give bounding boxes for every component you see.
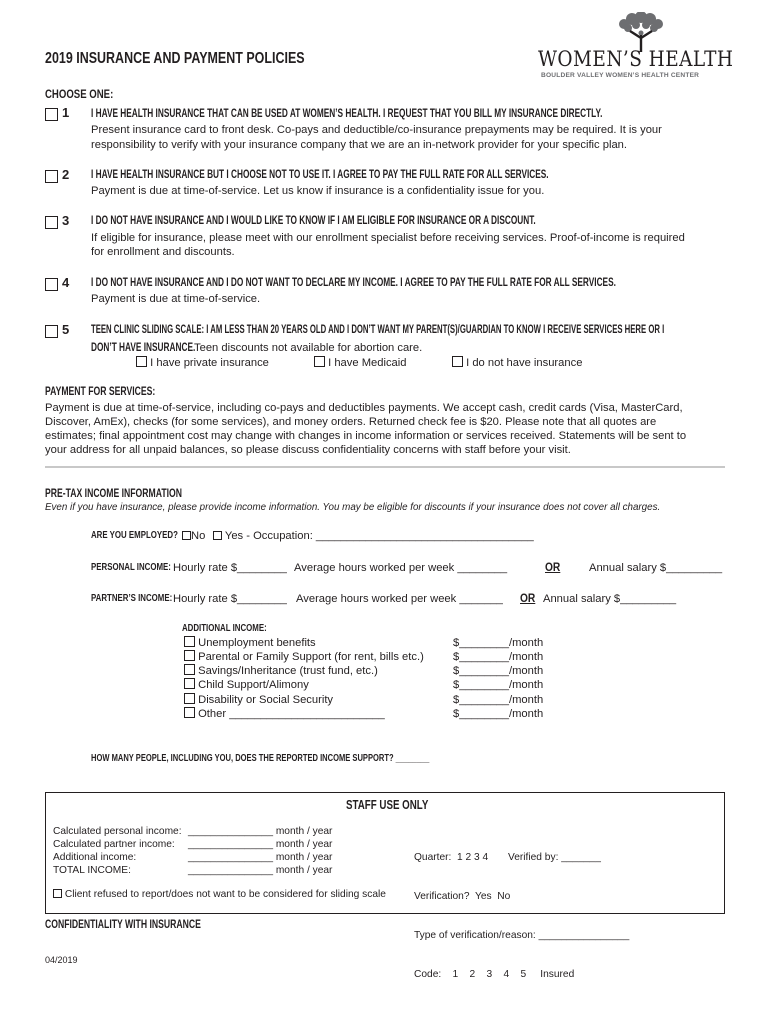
additional-amount: $________/month — [453, 665, 544, 677]
personal-income-label: PERSONAL INCOME: — [91, 561, 171, 573]
personal-hourly: Hourly rate $________ — [173, 562, 287, 574]
option-5-text-1: Teen discounts not available for abortion care. — [194, 342, 423, 354]
partner-avg-hours: Average hours worked per week _______ — [296, 593, 503, 605]
additional-label: Other _________________________ — [198, 708, 385, 720]
no-insurance-checkbox[interactable] — [452, 356, 463, 367]
staff-field: _______________ month / year — [188, 852, 333, 863]
additional-label: Unemployment benefits — [198, 637, 316, 649]
additional-amount: $________/month — [453, 651, 544, 663]
personal-or: OR — [545, 560, 561, 574]
logo-wordmark: WOMEN’S HEALTH — [538, 47, 734, 71]
refused-label: Client refused to report/does not want to be considered for sliding scale — [64, 889, 386, 900]
additional-label: Disability or Social Security — [198, 694, 334, 706]
additional-row — [184, 664, 378, 679]
employed-question: ARE YOU EMPLOYED? — [91, 529, 178, 541]
medicaid-checkbox[interactable] — [314, 356, 325, 367]
partner-or: OR — [520, 591, 536, 605]
option-1-checkbox[interactable] — [45, 108, 58, 121]
page-title: 2019 INSURANCE AND PAYMENT POLICIES — [45, 50, 305, 67]
personal-avg-hours: Average hours worked per week ________ — [294, 562, 508, 574]
partner-hourly: Hourly rate $________ — [173, 593, 287, 605]
staff-field: _______________ month / year — [188, 865, 333, 876]
logo-subtitle: BOULDER VALLEY WOMEN’S HEALTH CENTER — [541, 72, 700, 79]
private-insurance-checkbox[interactable] — [136, 356, 147, 367]
private-insurance-label: I have private insurance — [150, 357, 269, 369]
employed-no — [182, 529, 205, 544]
employed-yes-label: Yes - Occupation: ___________________________________ — [224, 530, 534, 542]
additional-checkbox[interactable] — [184, 693, 195, 704]
option-4-text-1: Payment is due at time-of-service. — [91, 293, 261, 305]
staff-use-title: STAFF USE ONLY — [346, 797, 429, 812]
additional-row — [184, 636, 316, 651]
additional-checkbox[interactable] — [184, 664, 195, 675]
employed-yes — [213, 529, 534, 544]
employed-no-checkbox[interactable] — [182, 531, 191, 540]
staff-code: Code: 1 2 3 4 5 Insured — [414, 969, 575, 980]
no-insurance-label: I do not have insurance — [466, 357, 583, 369]
additional-row — [184, 693, 333, 708]
option-1-number: 1 — [62, 105, 70, 120]
employed-no-label: No — [191, 530, 206, 542]
section-divider — [45, 466, 725, 468]
staff-field: _______________ month / year — [188, 839, 333, 850]
option-5-sub-private — [136, 356, 269, 371]
payment-line-2: Discover, AmEx), checks (for some services), and money orders. Returned check fee is $20. Please note that all quotes are — [45, 416, 657, 428]
option-5-heading-2: DON’T HAVE INSURANCE. — [91, 340, 196, 354]
option-3-checkbox[interactable] — [45, 216, 58, 229]
staff-left-fields — [188, 825, 332, 877]
option-2-checkbox[interactable] — [45, 170, 58, 183]
additional-amount: $________/month — [453, 694, 544, 706]
staff-verification-type: Type of verification/reason: ________________ — [414, 930, 630, 941]
additional-label: Child Support/Alimony — [198, 679, 309, 691]
option-5-checkbox[interactable] — [45, 325, 58, 338]
additional-amount: $________/month — [453, 708, 544, 720]
refused-checkbox[interactable] — [53, 889, 62, 898]
staff-refused — [53, 889, 386, 900]
staff-label: TOTAL INCOME: — [53, 865, 131, 876]
option-2-heading: I HAVE HEALTH INSURANCE BUT I CHOOSE NOT TO USE IT. I AGREE TO PAY THE FULL RATE FOR ALL SERVICES. — [91, 167, 549, 181]
option-3-heading: I DO NOT HAVE INSURANCE AND I WOULD LIKE TO KNOW IF I AM ELIGIBLE FOR INSURANCE OR A DISCOUNT. — [91, 213, 536, 227]
option-2-number: 2 — [62, 167, 70, 182]
payment-line-4: your address for all unpaid balances, so please discuss confidentiality concerns with staff before your visit. — [45, 444, 571, 456]
income-note: Even if you have insurance, please provide income information. You may be eligible for discounts if your insurance does not cover all charges. — [45, 502, 661, 513]
people-supported-question: HOW MANY PEOPLE, INCLUDING YOU, DOES THE REPORTED INCOME SUPPORT? ________ — [91, 752, 430, 764]
partner-income-label: PARTNER’S INCOME: — [91, 592, 173, 604]
option-3-text-1: If eligible for insurance, please meet with our enrollment specialist before receiving services. Proof-of-income is required — [91, 232, 685, 244]
option-5-sub-medicaid — [314, 356, 406, 371]
confidentiality-heading: CONFIDENTIALITY WITH INSURANCE — [45, 917, 201, 931]
additional-checkbox[interactable] — [184, 636, 195, 647]
staff-label: Additional income: — [53, 852, 137, 863]
employed-yes-checkbox[interactable] — [213, 531, 222, 540]
additional-amount: $________/month — [453, 637, 544, 649]
additional-checkbox[interactable] — [184, 678, 195, 689]
payment-line-3: estimates; final appointment cost may change with changes in income information or services received. Statements will be sent to — [45, 430, 687, 442]
additional-amount: $________/month — [453, 679, 544, 691]
staff-right — [414, 825, 629, 994]
option-2-text-1: Payment is due at time-of-service. Let us know if insurance is a confidentiality issue for you. — [91, 185, 545, 197]
option-1-heading: I HAVE HEALTH INSURANCE THAT CAN BE USED AT WOMEN’S HEALTH. I REQUEST THAT YOU BILL MY INSURANCE DIRECTLY. — [91, 106, 603, 120]
staff-field: _______________ month / year — [188, 826, 333, 837]
option-1-text-1: Present insurance card to front desk. Co-pays and deductible/co-insurance prepayments may be required. It is your — [91, 124, 662, 136]
staff-quarter: Quarter: 1 2 3 4 Verified by: _______ — [414, 852, 601, 863]
option-4-heading: I DO NOT HAVE INSURANCE AND I DO NOT WANT TO DECLARE MY INCOME. I AGREE TO PAY THE FULL RATE FOR ALL SERVICES. — [91, 275, 616, 289]
partner-annual: Annual salary $_________ — [543, 593, 677, 605]
option-5-number: 5 — [62, 322, 70, 337]
choose-one-label: CHOOSE ONE: — [45, 87, 114, 101]
payment-line-1: Payment is due at time-of-service, including co-pays and deductibles payments. We accept cash, credit cards (Visa, MasterCard, — [45, 402, 683, 414]
additional-checkbox[interactable] — [184, 707, 195, 718]
option-4-number: 4 — [62, 275, 70, 290]
payment-heading: PAYMENT FOR SERVICES: — [45, 384, 156, 398]
footer-date: 04/2019 — [45, 955, 78, 965]
option-4-checkbox[interactable] — [45, 278, 58, 291]
medicaid-label: I have Medicaid — [328, 357, 407, 369]
additional-label: Savings/Inheritance (trust fund, etc.) — [198, 665, 378, 677]
tree-figure-icon — [610, 12, 670, 52]
additional-row — [184, 678, 309, 693]
additional-label: Parental or Family Support (for rent, bills etc.) — [198, 651, 424, 663]
staff-left-labels — [53, 825, 182, 877]
option-1-text-2: responsibility to verify with your insurance company that we are an in-network provider for your specific plan. — [91, 139, 628, 151]
additional-row — [184, 650, 424, 665]
staff-verification: Verification? Yes No — [414, 891, 511, 902]
income-heading: PRE-TAX INCOME INFORMATION — [45, 486, 182, 500]
option-3-text-2: for enrollment and discounts. — [91, 246, 235, 258]
staff-label: Calculated personal income: — [53, 826, 182, 837]
additional-row — [184, 707, 385, 722]
option-5-sub-none — [452, 356, 582, 371]
option-3-number: 3 — [62, 213, 70, 228]
additional-checkbox[interactable] — [184, 650, 195, 661]
personal-annual: Annual salary $_________ — [589, 562, 723, 574]
additional-income-label: ADDITIONAL INCOME: — [182, 622, 267, 634]
staff-label: Calculated partner income: — [53, 839, 175, 850]
womens-health-logo — [538, 12, 734, 82]
option-5-heading: TEEN CLINIC SLIDING SCALE: I AM LESS THAN 20 YEARS OLD AND I DON’T WANT MY PARENT(S)/GUARDIAN TO KNOW I RECEIVE SERVICES HERE OR I — [91, 322, 665, 336]
